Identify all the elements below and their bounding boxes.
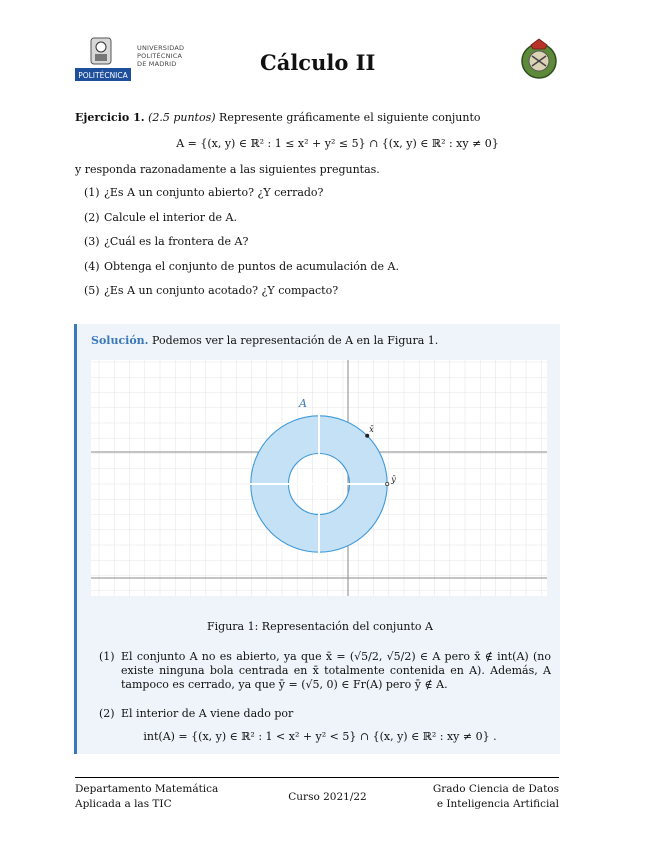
exercise-intro: Represente gráficamente el siguiente conjunto <box>219 111 481 124</box>
point-y-label: ȳ <box>391 475 396 484</box>
list-item: (2) Calcule el interior de A. <box>84 210 237 224</box>
exercise-label: Ejercicio 1. <box>75 111 145 124</box>
footer-divider <box>75 777 559 778</box>
set-figure <box>91 360 547 596</box>
list-item: (1) ¿Es A un conjunto abierto? ¿Y cerrado? <box>84 186 324 199</box>
set-label: A <box>299 396 307 410</box>
question-list <box>84 186 399 309</box>
list-item: (3) ¿Cuál es la frontera de A? <box>84 235 249 248</box>
solution-box <box>74 324 560 754</box>
solution-item: (1) El conjunto A no es abierto, ya que x̄ = (√5/2, √5/2) ∈ A pero x̄ ∉ int(A) (no existe ninguna bola centrada en x̄ totalmente contenida en A). Además, A tampoco es cerrado, ya que ȳ = (√5, 0) ∈ Fr(A) pero ȳ ∉ A. <box>99 650 551 691</box>
list-item: (5) ¿Es A un conjunto acotado? ¿Y compacto? <box>84 284 339 297</box>
footer-left: Departamento Matemática Aplicada a las TIC <box>75 783 219 810</box>
exercise-points: (2.5 puntos) <box>148 111 216 124</box>
list-item: (4) Obtenga el conjunto de puntos de acumulación de A. <box>84 259 399 273</box>
interior-equation: int(A) = {(x, y) ∈ ℝ² : 1 < x² + y² < 5} ∩ {(x, y) ∈ ℝ² : xy ≠ 0} . <box>143 730 497 743</box>
page-title: Cálculo II <box>260 50 376 75</box>
crest-icon <box>517 36 561 80</box>
university-name: UNIVERSIDAD POLITÉCNICA DE MADRID <box>137 44 185 68</box>
solution-label: Solución. <box>91 334 149 347</box>
point-y-bar <box>386 482 389 485</box>
exercise-follow: y responda razonadamente a las siguientes preguntas. <box>75 163 380 176</box>
figure-caption: Figura 1: Representación del conjunto A <box>207 620 433 633</box>
footer-center: Curso 2021/22 <box>288 791 367 803</box>
solution-intro: Podemos ver la representación de A en la Figura 1. <box>152 334 439 347</box>
upm-logo <box>75 36 131 82</box>
logo-badge-text: POLITÉCNICA <box>78 71 128 80</box>
solution-item: (2) El interior de A viene dado por <box>99 707 294 720</box>
exercise-statement <box>75 111 481 125</box>
solution-heading <box>91 334 438 347</box>
point-x-label: x̄ <box>369 424 374 434</box>
footer-right: Grado Ciencia de Datos e Inteligencia Artificial <box>432 783 559 810</box>
point-x-bar <box>365 434 369 438</box>
page-header <box>75 34 565 84</box>
set-definition: A = {(x, y) ∈ ℝ² : 1 ≤ x² + y² ≤ 5} ∩ {(x, y) ∈ ℝ² : xy ≠ 0} <box>176 137 499 150</box>
